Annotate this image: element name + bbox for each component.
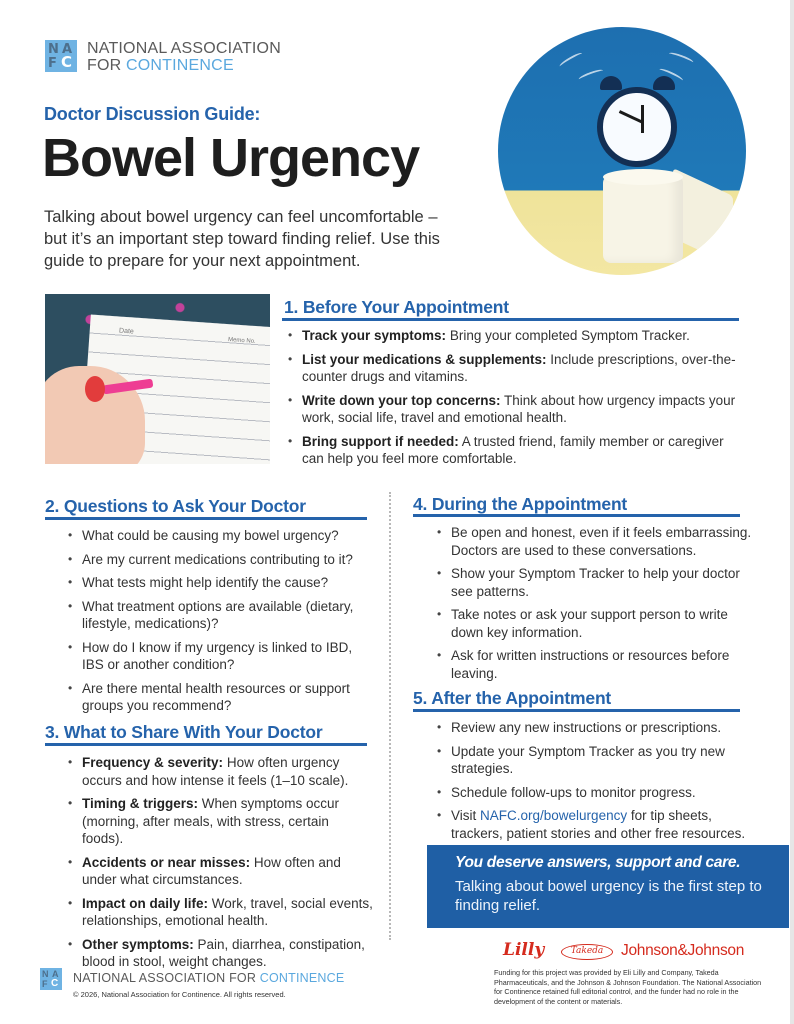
section-2-heading: 2. Questions to Ask Your Doctor [45, 496, 306, 516]
section-2-rule [45, 517, 367, 520]
item-text: Think about how urgency impacts your work, social life, travel and emotional health. [302, 392, 736, 425]
ringing-line-icon [578, 68, 604, 83]
clock-hour-hand [619, 110, 644, 124]
item-text: Pain, diarrhea, constipation, blood in stool, weight changes. [82, 936, 365, 969]
notebook-date-label: Date [118, 327, 135, 336]
item-label: Frequency & severity: [82, 755, 224, 770]
lilly-logo: Lilly [503, 940, 545, 960]
section-4-list [437, 524, 757, 688]
item-text: When symptoms occur (morning, after meals, with stress, certain foods). [82, 796, 340, 846]
section-3-list [68, 754, 373, 977]
list-item: • Review any new instructions or prescriptions. [437, 719, 757, 737]
section-3-heading: 3. What to Share With Your Doctor [45, 722, 323, 742]
item-text: How often and under what circumstances. [82, 854, 341, 887]
clock-minute-hand [641, 105, 644, 133]
list-item [437, 807, 757, 842]
list-item: • Be open and honest, even if it feels embarrassing. Doctors are used to these conversations. [437, 524, 757, 559]
section-1-rule [282, 318, 739, 321]
footer-org-name [73, 971, 344, 985]
list-item: • What could be causing my bowel urgency? [68, 527, 368, 545]
list-item: • What tests might help identify the cause? [68, 574, 368, 592]
notebook-photo [45, 294, 270, 464]
list-item: • Ask for written instructions or resources before leaving. [437, 647, 757, 682]
footer-org-name-highlight: CONTINENCE [259, 971, 345, 985]
ringing-line-icon [558, 51, 584, 69]
list-item [68, 754, 373, 789]
callout-box [427, 845, 789, 928]
item-text: Work, travel, social events, relationships, emotional health. [82, 895, 373, 928]
clock-bell-left [600, 76, 622, 90]
list-item [288, 327, 748, 345]
item-label: Other symptoms: [82, 936, 194, 952]
list-item [68, 936, 373, 971]
list-item [288, 351, 748, 386]
section-2-list [68, 527, 368, 721]
item-text: A trusted friend, family member or caregiver can help you feel more comfortable. [302, 433, 724, 466]
document-title: Bowel Urgency [42, 128, 420, 188]
callout-body: Talking about bowel urgency is the first step to finding relief. [455, 878, 762, 914]
callout-headline: You deserve answers, support and care. [455, 854, 741, 871]
org-name [87, 40, 281, 74]
list-item [68, 795, 373, 848]
logo-letter-a: A [52, 969, 59, 979]
list-item: • Are my current medications contributing to it? [68, 551, 368, 569]
section-4-rule [413, 514, 740, 517]
list-item: • Update your Symptom Tracker as you try new strategies. [437, 743, 757, 778]
column-divider [389, 492, 391, 940]
footer-nafc-logo-mark [40, 968, 62, 990]
item-label: List your medications & supplements: [302, 351, 547, 367]
item-text: How often urgency occurs and how intense it feels (1–10 scale). [82, 755, 349, 788]
item-label: Write down your top concerns: [302, 392, 501, 408]
list-item [68, 854, 373, 889]
fingernail-image [85, 376, 105, 402]
item-label: Impact on daily life: [82, 895, 209, 911]
notebook-memo-label: Memo No. [227, 337, 256, 345]
item-label: Track your symptoms: [302, 328, 447, 343]
sponsor-logos [503, 942, 763, 964]
copyright-text: © 2026, National Association for Continence. All rights reserved. [73, 990, 286, 999]
alarm-clock-icon [597, 87, 677, 167]
item-label: Timing & triggers: [82, 796, 199, 811]
intro-paragraph: Talking about bowel urgency can feel uncomfortable – but it’s an important step toward finding relief. Use this guide to prepare for your next appointment. [44, 208, 440, 270]
document-kicker: Doctor Discussion Guide: [44, 104, 261, 124]
takeda-logo: Takeda [561, 944, 613, 960]
list-item: • Show your Symptom Tracker to help your doctor see patterns. [437, 565, 757, 600]
org-name-prefix: FOR [87, 57, 127, 74]
org-name-line1: NATIONAL ASSOCIATION [87, 40, 281, 57]
section-4-heading: 4. During the Appointment [413, 494, 628, 514]
hero-image-clock [498, 27, 746, 275]
logo-letter-f: F [42, 979, 48, 989]
funding-note: Funding for this project was provided by Eli Lilly and Company, Takeda Pharmaceuticals, and the Johnson & Johnson Foundation. The National Association for Continence retained full editorial control, and the funder had no role in the development of the content or materials. [494, 968, 762, 1006]
list-item [288, 433, 748, 468]
logo-letter-n: N [42, 969, 49, 979]
section-5-heading: 5. After the Appointment [413, 688, 612, 708]
list-item: • What treatment options are available (dietary, lifestyle, medications)? [68, 598, 368, 633]
item-text: Visit [451, 808, 481, 823]
toilet-paper-roll-top [603, 169, 683, 185]
list-item: • Take notes or ask your support person to write down key information. [437, 606, 757, 641]
list-item: • How do I know if my urgency is linked to IBD, IBS or another condition? [68, 639, 368, 674]
item-label: Bring support if needed: [302, 433, 459, 449]
list-item: • Are there mental health resources or support groups you recommend? [68, 680, 368, 715]
page-edge-strip [790, 0, 794, 1024]
nafc-logo-mark [45, 40, 77, 72]
toilet-paper-roll [603, 175, 683, 263]
ringing-line-icon [668, 51, 694, 66]
section-5-list [437, 719, 757, 848]
footer-org-name-prefix: NATIONAL ASSOCIATION FOR [73, 971, 260, 985]
section-5-rule [413, 709, 740, 712]
section-1-list [288, 327, 748, 474]
nafc-bowelurgency-link[interactable]: NAFC.org/bowelurgency [480, 808, 628, 823]
johnson-and-johnson-logo: Johnson&Johnson [621, 942, 745, 959]
list-item [288, 392, 748, 427]
logo-letter-c: C [51, 978, 59, 989]
item-text: Include prescriptions, over-the-counter drugs and vitamins. [302, 351, 736, 384]
org-name-line2 [87, 57, 281, 74]
logo-letter-c: C [61, 53, 73, 71]
logo-letter-n: N [48, 42, 59, 57]
list-item [68, 895, 373, 930]
item-text: for tip sheets, trackers, patient stories and other free resources. [451, 808, 746, 841]
section-3-rule [45, 743, 367, 746]
item-label: Accidents or near misses: [82, 854, 251, 870]
org-name-highlight: CONTINENCE [126, 57, 234, 74]
item-text: Bring your completed Symptom Tracker. [446, 328, 690, 343]
logo-letter-f: F [48, 56, 57, 71]
section-1-heading: 1. Before Your Appointment [284, 297, 509, 317]
list-item: • Schedule follow-ups to monitor progress. [437, 784, 757, 802]
logo-letter-a: A [62, 42, 73, 57]
